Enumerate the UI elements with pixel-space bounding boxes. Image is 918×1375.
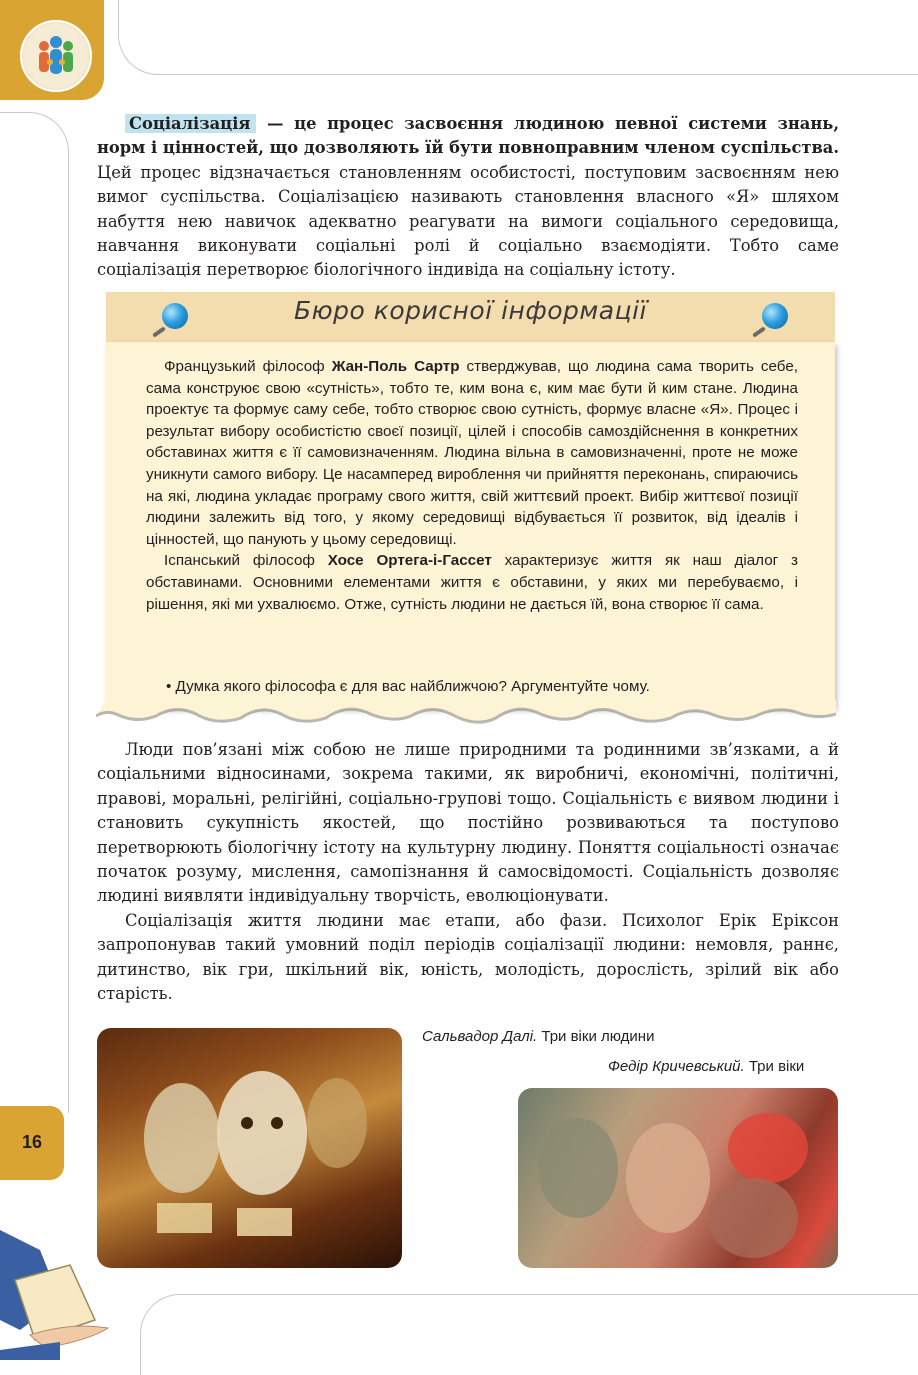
sartre-paragraph [146,356,798,550]
dali-caption [422,1028,654,1045]
definition-text: — це процес засвоєння людиною певної системи знань, норм і цінностей, що дозволяють їй бути повноправним членом суспільства. [97,114,839,158]
krychevsky-title: Три віки [744,1058,805,1075]
erikson-paragraph: Соціалізація життя людини має етапи, або фази. Психолог Ерік Еріксон запропонував такий умовний поділ періодів соціалізації людини: немовля, раннє, дитинство, вік гри, шкільний вік, юність, молодість, дорослість, зрілий вік або старість. [97,910,839,1004]
sartre-intro: Французький філософ [164,358,332,375]
krychevsky-caption [608,1058,804,1075]
ortega-paragraph [146,550,798,615]
term-socialization: Соціалізація [125,114,256,133]
dali-author: Сальвадор Далі. [422,1028,538,1045]
krychevsky-painting-image [518,1088,838,1268]
info-box-text [146,356,798,615]
krychevsky-author: Федір Кричевський. [608,1058,745,1075]
info-box-title: Бюро корисної інформації [293,296,647,325]
dali-title: Три віки людини [537,1028,655,1045]
pushpin-left-icon [162,303,188,329]
body-text [97,738,839,1006]
sociality-paragraph: Люди пов’язані між собою не лише природними та родинними зв’язками, а й соціальними відносинами, зокрема такими, як виробничі, економічні, політичні, правові, моральні, релігійні, соціально-групові тощо. Соціальність є виявом людини і становить сукупність якостей, що постійно розвиваються та поступово перетворюють біологічну істоту на культурну людину. Поняття соціальності означає початок розуму, мислення, самопізнання й самосвідомості. Соціальність дозволяє людині виявляти індивідуальну творчість, еволюціонувати. [97,740,839,906]
sartre-text: стверджував, що людина сама творить себе, сама конструює свою «сутність», тобто те, ким вона є, ким має бути й ким стане. Людина проектує та формує саму себе, тобто створює свою сутність, формує власне «Я». Процес і результат вибору особистістю своєї позиції, цілей і способів самоздійснення в конкретних обставинах життя є її самовизначенням. Людина вільна в самовизначенні, проте не може уникнути самого вибору. Це насамперед вироблення чи прийняття переконань, спираючись на які, людина укладає програму свого життя, свій життєвий проект. Вибір життєвої позиції людини залежить від того, у якому середовищі відбувається її розвиток, від ідеалів і цінностей, що панують у цьому середовищі. [146,358,798,548]
intro-paragraph [97,112,839,283]
chapter-logo-icon [20,20,92,92]
page-number: 16 [21,1132,43,1152]
page-frame-left [0,112,69,1113]
sartre-name: Жан-Поль Сартр [331,358,460,375]
hand-with-book-illustration [0,1210,110,1360]
page-frame-top [118,0,918,75]
ortega-name: Хосе Ортега-і-Гассет [327,552,492,570]
intro-text: Цей процес відзначається становленням особистості, поступовим засвоєнням нею вимог суспільства. Соціалізацією називають становлення власного «Я» шляхом набуття нею навичок адекватно реагувати на вимоги соціального середовища, навчання виконувати соціальні ролі й соціально взаємодіяти. Тобто саме соціалізація перетворює біологічного індивіда на соціальну істоту. [97,162,839,280]
ortega-intro: Іспанський філософ [164,552,328,570]
page-frame-bottom [140,1294,918,1375]
dali-painting-image [97,1028,402,1268]
info-box-question: • Думка якого філософа є для вас найближчою? Аргументуйте чому. [166,678,650,695]
torn-paper-edge [96,694,836,730]
pushpin-right-icon [762,303,788,329]
ortega-text: характеризує життя як наш діалог з обставинами. Основними елементами життя є обставини, у яких ми перебуваємо, і рішення, які ми ухвалюємо. Отже, сутність людини не дається їй, вона створює її сама. [146,552,799,613]
